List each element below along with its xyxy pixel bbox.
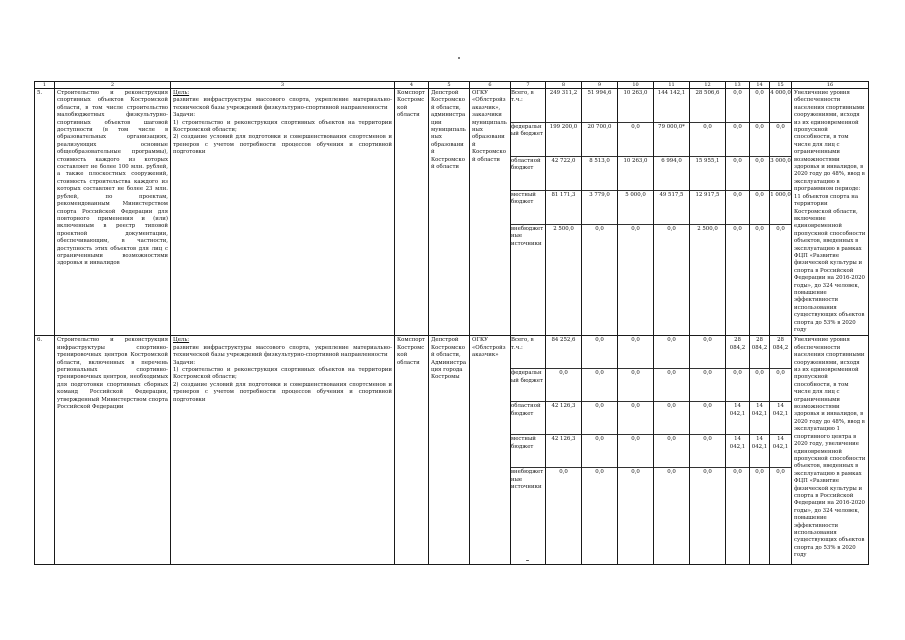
row-number: 5. (35, 89, 55, 336)
amount: 3 779,0 (582, 191, 617, 225)
amount: 84 252,6 (546, 336, 581, 369)
amount-column (618, 89, 654, 336)
amount: 79 000,0* (654, 123, 689, 157)
amount: 0,0 (618, 402, 653, 435)
amount: 0,0 (667, 226, 676, 232)
source-label: федеральный бюджет (511, 123, 545, 157)
amount: 0,0 (546, 369, 581, 402)
amount-column (726, 89, 750, 336)
amount-column (546, 336, 582, 565)
amount: 0,0 (582, 402, 617, 435)
col-header: 7 (511, 82, 546, 89)
amount-column (654, 89, 690, 336)
program-activities-table (34, 81, 869, 565)
amount: 0,0 (726, 123, 749, 157)
amount-column (654, 336, 690, 565)
amount: 0,0 (733, 469, 742, 476)
amount: 51 994,6 (582, 89, 617, 123)
source-label: местный бюджет (511, 191, 545, 225)
goal-heading: Цель: (173, 90, 190, 96)
amount: 2 500,0 (553, 226, 574, 232)
activity-title: Строительство и реконструкция спортивных объектов Костромской области, в том числе строительство малобюджетных физкультурно-спортивных объектов шаговой доступности (в том числе в образовательных организациях, реализующих основные общеобразовательные программы), стоимость каждого из которых составляет не более 100 млн. рублей, а также плоскостных сооружений, стоимость строительства каждого из которых составляет не более 23 млн. рублей, по проектам, рекомендованным Министерством спорта Российской Федерации для повторного применения и (или) включенным в реестр типовой проектной документации, обеспечивающим, в частности, доступность этих объектов для лиц с ограниченными возможностями здоровья и инвалидов (55, 89, 171, 336)
task-item: 2) создание условий для подготовки и совершенствования спортсменов и тренеров с учетом потребности процессов обучения и спортивной подготовки (173, 134, 392, 156)
responsible-executor: Комспорт Костромской области (395, 89, 429, 336)
amount: 5 000,0 (618, 191, 653, 225)
source-label: местный бюджет (511, 435, 545, 468)
amount: 4 000,0 (770, 89, 791, 123)
amount: 0,0 (667, 469, 676, 476)
amount: 42 126,3 (546, 435, 581, 468)
expected-result: Увеличение уровня обеспеченности населения спортивными сооружениями, исходя из их единовременной пропускной способности, в том числе для лиц с ограниченными возможностями здоровья и инвалидов, в 2020 году до 48%, ввод в эксплуатацию 1 спортивного центра в 2020 году, увеличение единовременной пропускной способности объектов, введенных в эксплуатацию в рамках ФЦП «Развитие физической культуры и спорта в Российской Федерации на 2016-2020 годы», до 324 человек, повышение эффективности использования существующих объектов спорта до 53% в 2020 году (792, 336, 869, 565)
column-number-row (35, 82, 869, 89)
amount: 28 506,6 (690, 89, 725, 123)
task-item: 1) строительство и реконструкция спортивных объектов на территории Костромской области; (173, 119, 392, 134)
amount: 0,0 (726, 89, 749, 123)
amount: 0,0 (559, 469, 568, 476)
amount: 199 200,0 (546, 123, 581, 157)
amount: 14 042,1 (726, 402, 749, 435)
amount-column (690, 89, 726, 336)
col-header: 4 (395, 82, 429, 89)
amount: 0,0 (750, 157, 769, 191)
source-label: внебюджетные источники (511, 469, 544, 491)
amount: 0,0 (770, 369, 791, 402)
customer: ОГКУ «Облстройзаказчик», заказчики муниципальных образований Костромской области (470, 89, 511, 336)
amount: 20 700,0 (582, 123, 617, 157)
amount-column (770, 336, 792, 565)
amount-column (690, 336, 726, 565)
row-number: 6. (35, 336, 55, 565)
amount: 0,0 (750, 369, 769, 402)
tasks-heading: Задачи: (173, 359, 196, 366)
table-row (35, 89, 869, 336)
col-header: 2 (55, 82, 171, 89)
amount: 0,0 (690, 435, 725, 468)
amount-column (750, 89, 770, 336)
amount-column (750, 336, 770, 565)
amount-column (582, 336, 618, 565)
col-header: 1 (35, 82, 55, 89)
amount: 15 955,1 (690, 157, 725, 191)
amount: 0,0 (631, 469, 640, 476)
amount: 14 042,1 (726, 435, 749, 468)
source-label: областной бюджет (511, 402, 545, 435)
amount: 14 042,1 (750, 435, 769, 468)
amount: 28 084,2 (770, 336, 791, 369)
co-executors: Депстрой Костромской области, администрации муниципальных образований Костромской области (429, 89, 470, 336)
customer: ОГКУ «Облстройзаказчик» (470, 336, 511, 565)
col-header: 12 (690, 82, 726, 89)
amount: 0,0 (726, 191, 749, 225)
amount: 0,0 (631, 226, 640, 232)
amount: 0,0 (750, 89, 769, 123)
amount-column (726, 336, 750, 565)
amount: 0,0 (690, 369, 725, 402)
amount: 0,0 (618, 336, 653, 369)
amount: 0,0 (690, 123, 725, 157)
amount: 0,0 (654, 402, 689, 435)
source-label: Всего, в т.ч.: (511, 336, 545, 369)
col-header: 15 (770, 82, 792, 89)
amount: 49 517,5 (654, 191, 689, 225)
amount: 0,0 (654, 435, 689, 468)
amount: 0,0 (595, 469, 604, 476)
task-item: 2) создание условий для подготовки и совершенствования спортсменов и тренеров с учетом потребности процессов обучения и спортивной подготовки (173, 381, 392, 403)
amount: 6 994,0 (654, 157, 689, 191)
activity-title: Строительство и реконструкция инфраструктуры спортивно-тренировочных центров Костромской области, включенных в перечень региональных спортивно-тренировочных центров, необходимых для подготовки спортивных сборных команд Российской Федерации, утвержденный Министерством спорта Российской Федерации (55, 336, 171, 565)
amount: 0,0 (776, 226, 785, 232)
amount: 0,0 (750, 191, 769, 225)
col-header: 11 (654, 82, 690, 89)
amount-column (546, 89, 582, 336)
responsible-executor: Комспорт Костромской области (395, 336, 429, 565)
amount: 0,0 (703, 469, 712, 476)
col-header: 6 (470, 82, 511, 89)
co-executors: Депстрой Костромской области, Администрация города Костромы (429, 336, 470, 565)
amount: 1 000,0 (770, 191, 791, 225)
amount: 28 084,2 (750, 336, 769, 369)
amount: 28 084,2 (726, 336, 749, 369)
amount: 10 263,0 (618, 89, 653, 123)
amount: 0,0 (690, 402, 725, 435)
amount: 0,0 (733, 226, 742, 232)
amount: 249 311,2 (546, 89, 581, 123)
source-label: внебюджетные источники (511, 226, 544, 247)
amount: 0,0 (750, 123, 769, 157)
col-header: 8 (546, 82, 582, 89)
amount: 0,0 (755, 469, 764, 476)
amount: 144 142,1 (654, 89, 689, 123)
amount: 12 917,5 (690, 191, 725, 225)
amount: 14 042,1 (750, 402, 769, 435)
amount: 14 042,1 (770, 402, 791, 435)
amount: 42 722,0 (546, 157, 581, 191)
amount: 42 126,3 (546, 402, 581, 435)
amount: 14 042,1 (770, 435, 791, 468)
amount: 8 513,0 (582, 157, 617, 191)
amount: 2 500,0 (697, 226, 718, 232)
amount: 0,0 (618, 369, 653, 402)
goals-and-tasks (171, 336, 395, 565)
amount: 0,0 (776, 469, 785, 476)
task-item: 1) строительство и реконструкция спортивных объектов на территории Костромской области; (173, 367, 392, 381)
funding-sources (511, 336, 546, 565)
amount: 0,0 (690, 336, 725, 369)
tasks-heading: Задачи: (173, 112, 196, 119)
amount: 10 263,0 (618, 157, 653, 191)
amount: 3 000,0 (770, 157, 791, 191)
col-header: 14 (750, 82, 770, 89)
source-label: федеральный бюджет (511, 369, 545, 402)
col-header: 13 (726, 82, 750, 89)
col-header: 16 (792, 82, 869, 89)
amount: 0,0 (595, 226, 604, 232)
amount: 0,0 (726, 157, 749, 191)
amount: 0,0 (654, 369, 689, 402)
col-header: 9 (582, 82, 618, 89)
goal-heading: Цель: (173, 337, 190, 344)
amount-column (582, 89, 618, 336)
amount: 81 171,3 (546, 191, 581, 225)
amount-column (618, 336, 654, 565)
amount: 0,0 (770, 123, 791, 157)
amount: 0,0 (654, 336, 689, 369)
amount: 0,0 (582, 435, 617, 468)
scan-speck (458, 57, 460, 59)
col-header: 3 (171, 82, 395, 89)
amount: 0,0 (618, 435, 653, 468)
funding-sources (511, 89, 546, 336)
goal-text: развитие инфраструктуры массового спорта, укрепление материально-технической базы учреждений физкультурно-спортивной направленности (173, 344, 392, 359)
amount: 0,0 (618, 123, 653, 157)
amount: 0,0 (726, 369, 749, 402)
goal-text: развитие инфраструктуры массового спорта, укрепление материально-технической базы учреждений физкультурно-спортивной направленности (173, 97, 392, 111)
col-header: 5 (429, 82, 470, 89)
amount: 0,0 (582, 336, 617, 369)
amount: 0,0 (582, 369, 617, 402)
expected-result: Увеличение уровня обеспеченности населения спортивными сооружениями, исходя из их единовременной пропускной способности, в том числе для лиц с ограниченными возможностями здоровья и инвалидов, в 2020 году до 48%, ввод в эксплуатацию в программном периоде: 11 объектов спорта на территории Костромской области, включение единовременной пропускной способности объектов, введенных в эксплуатацию в рамках ФЦП «Развитие физической культуры и спорта в Российской Федерации на 2016-2020 годы», до 324 человек, повышение эффективности использования существующих объектов спорта до 53% в 2020 году (792, 89, 869, 336)
col-header: 10 (618, 82, 654, 89)
table-row (35, 336, 869, 565)
goals-and-tasks (171, 89, 395, 336)
source-label: областной бюджет (511, 157, 545, 191)
amount: 0,0 (755, 226, 764, 232)
source-label: Всего, в т.ч.: (511, 89, 545, 123)
amount-column (770, 89, 792, 336)
